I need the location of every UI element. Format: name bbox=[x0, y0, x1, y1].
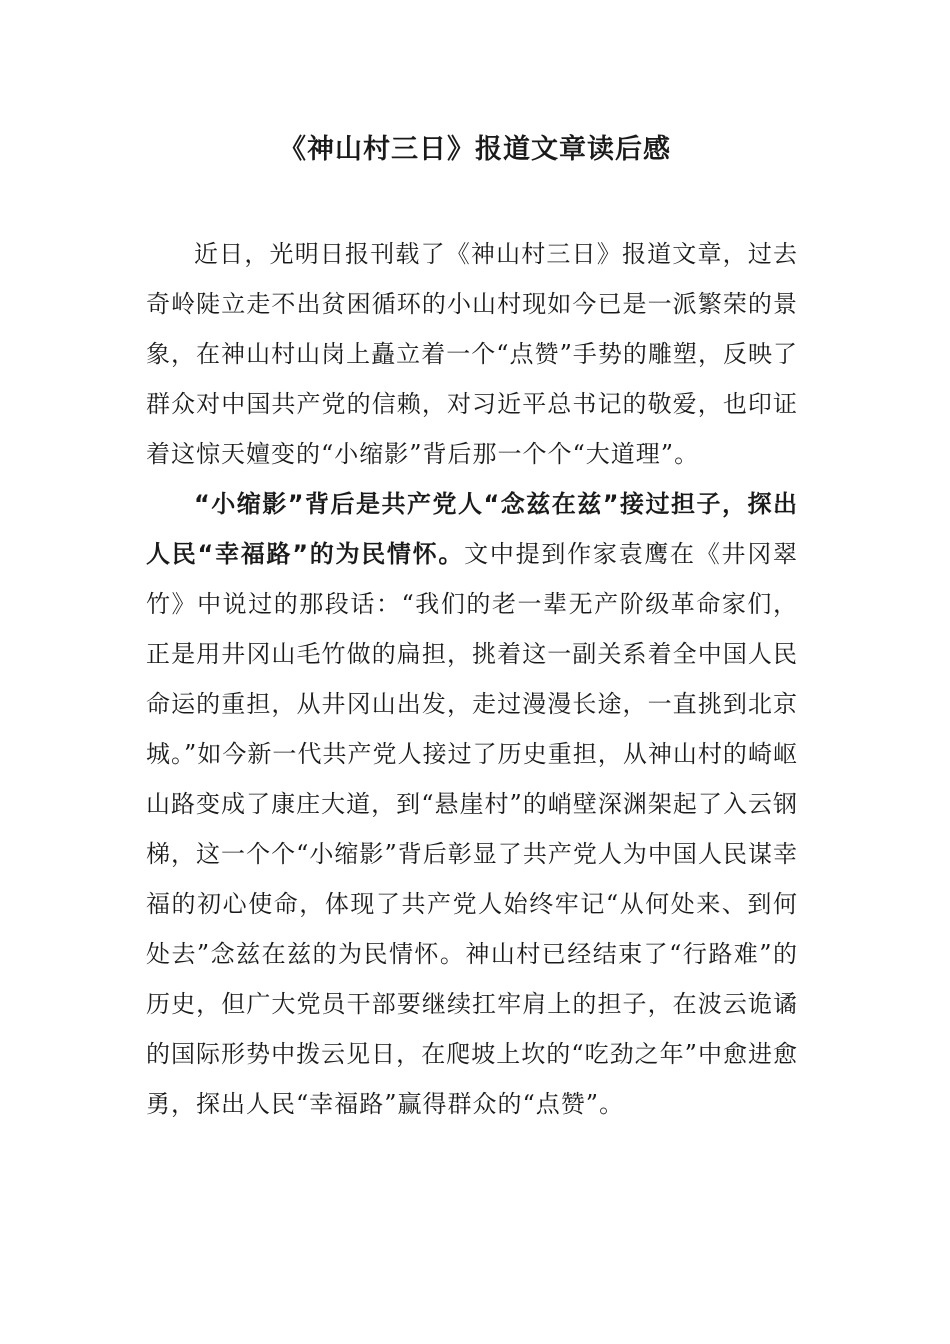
paragraph-2 bbox=[146, 479, 798, 1129]
document-body bbox=[146, 229, 798, 1129]
paragraph-1-text: 近日，光明日报刊载了《神山村三日》报道文章，过去奇岭陡立走不出贫困循环的小山村现如今已是一派繁荣的景象，在神山村山岗上矗立着一个“点赞”手势的雕塑，反映了群众对中国共产党的信赖，对习近平总书记的敬爱，也印证着这惊天嬗变的“小缩影”背后那一个个“大道理”。 bbox=[146, 240, 798, 468]
paragraph-2-text: 文中提到作家袁鹰在《井冈翠竹》中说过的那段话：“我们的老一辈无产阶级革命家们，正是用井冈山毛竹做的扁担，挑着这一副关系着全中国人民命运的重担，从井冈山出发，走过漫漫长途，一直挑到北京城。”如今新一代共产党人接过了历史重担，从神山村的崎岖山路变成了康庄大道，到“悬崖村”的峭壁深渊架起了入云钢梯，这一个个“小缩影”背后彰显了共产党人为中国人民谋幸福的初心使命，体现了共产党人始终牢记“从何处来、到何处去”念兹在兹的为民情怀。神山村已经结束了“行路难”的历史，但广大党员干部要继续扛牢肩上的担子，在波云诡谲的国际形势中拨云见日，在爬坡上坎的“吃劲之年”中愈进愈勇，探出人民“幸福路”赢得群众的“点赞”。 bbox=[146, 540, 799, 1118]
document-title: 《神山村三日》报道文章读后感 bbox=[279, 134, 671, 165]
paragraph-1 bbox=[146, 229, 798, 479]
paragraph-2-lead: “小缩影”背后是共产党人“念兹在兹”接过担子，探出人民“幸福路”的为民情怀。 bbox=[146, 490, 798, 568]
